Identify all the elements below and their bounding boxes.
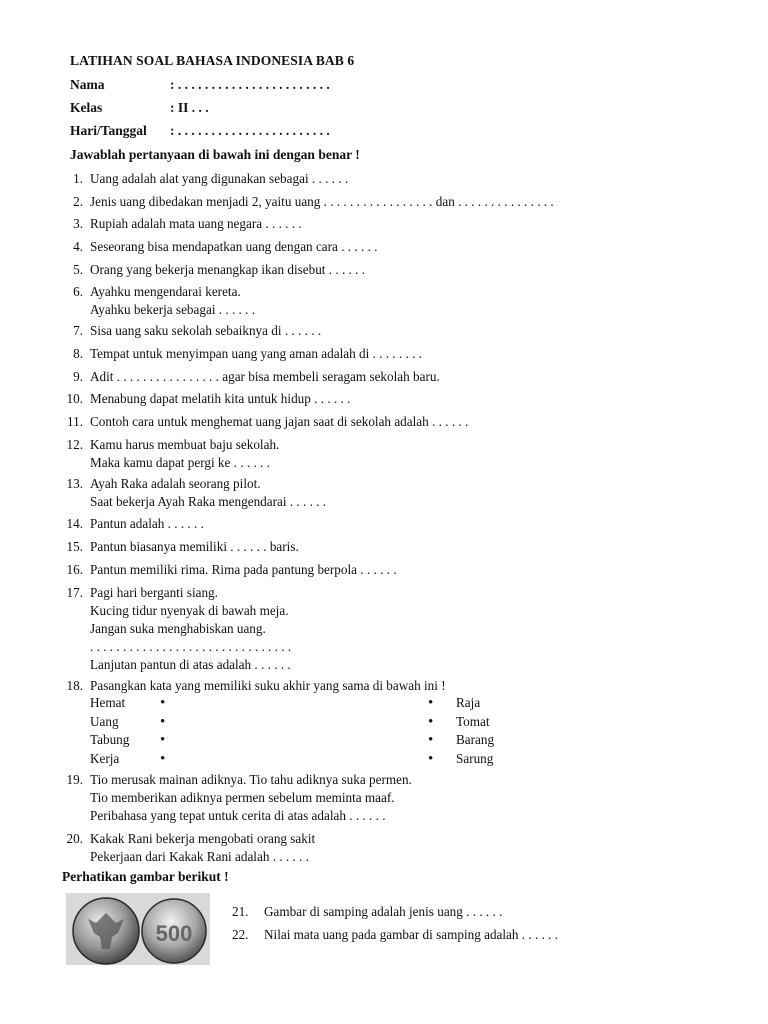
question-line: Sisa uang saku sekolah sebaiknya di . . . . . . (90, 323, 322, 338)
matching-row (90, 750, 520, 769)
matching-bullet[interactable]: • (428, 713, 434, 730)
identity-value: : . . . . . . . . . . . . . . . . . . . . . . . (170, 123, 330, 138)
question-text: Nilai mata uang pada gambar di samping adalah . . . . . . (264, 927, 559, 942)
matching-row (90, 713, 520, 732)
question-body (90, 538, 299, 556)
question-line: Uang adalah alat yang digunakan sebagai . . . . . . (90, 171, 349, 186)
question-number: 22. (232, 927, 249, 942)
question-line: Contoh cara untuk menghemat uang jajan saat di sekolah adalah . . . . . . (90, 414, 469, 429)
identity-kelas (70, 100, 209, 116)
coins-photo (66, 893, 210, 965)
question-line: Pasangkan kata yang memiliki suku akhir yang sama di bawah ini ! (90, 678, 446, 693)
question-body (90, 261, 365, 279)
question-number: 8. (73, 346, 83, 361)
identity-value: : . . . . . . . . . . . . . . . . . . . . . . . (170, 77, 330, 92)
identity-nama (70, 77, 330, 93)
question-number: 19. (66, 772, 83, 787)
question-line: Peribahasa yang tepat untuk cerita di atas adalah . . . . . . (90, 808, 386, 823)
question-line: Ayahku bekerja sebagai . . . . . . (90, 302, 256, 317)
question-body (90, 368, 440, 386)
question-line: Pantun biasanya memiliki . . . . . . baris. (90, 539, 299, 554)
matching-left-word: Uang (90, 713, 119, 729)
question-number: 13. (66, 476, 83, 491)
question-line: Kucing tidur nyenyak di bawah meja. (90, 603, 289, 618)
question-line: Jangan suka menghabiskan uang. (90, 621, 266, 636)
question-number: 15. (66, 539, 83, 554)
question-line: Pantun adalah . . . . . . (90, 516, 204, 531)
matching-exercise (90, 694, 520, 769)
question-body (90, 515, 204, 533)
question-body (90, 283, 255, 319)
matching-left-word: Hemat (90, 695, 126, 710)
question-number: 12. (66, 437, 83, 452)
question-body (90, 345, 422, 363)
question-number: 1. (73, 171, 83, 186)
matching-left-word: Kerja (90, 751, 120, 767)
question-line: Kamu harus membuat baju sekolah. (90, 437, 280, 452)
matching-right-word: Sarung (456, 751, 494, 767)
matching-right-word: Raja (456, 695, 481, 710)
instruction: Jawablah pertanyaan di bawah ini dengan benar ! (70, 147, 360, 162)
question-text: Gambar di samping adalah jenis uang . . . . . . (264, 904, 503, 919)
question-body (90, 830, 315, 866)
section-heading-picture: Perhatikan gambar berikut ! (62, 869, 229, 884)
question-line: Orang yang bekerja menangkap ikan disebut . . . . . . (90, 262, 366, 277)
image-question (232, 903, 502, 921)
matching-bullet[interactable]: • (160, 695, 166, 711)
question-body (90, 413, 468, 431)
question-number: 5. (73, 262, 83, 277)
identity-label: Nama (70, 77, 105, 92)
question-number: 18. (66, 678, 83, 693)
question-number: 7. (73, 323, 83, 338)
question-number: 9. (73, 369, 83, 384)
question-line: Ayah Raka adalah seorang pilot. (90, 476, 261, 491)
question-number: 3. (73, 216, 83, 231)
question-number: 17. (66, 585, 83, 600)
question-line: Menabung dapat melatih kita untuk hidup . . . . . . (90, 391, 351, 406)
identity-value: : II . . . (170, 100, 209, 115)
question-line: Maka kamu dapat pergi ke . . . . . . (90, 455, 270, 470)
question-body (90, 561, 397, 579)
matching-row (90, 694, 520, 713)
question-body (90, 771, 412, 825)
question-number: 2. (73, 194, 83, 209)
image-question (232, 926, 558, 944)
matching-bullet[interactable]: • (428, 695, 434, 711)
question-line: Jenis uang dibedakan menjadi 2, yaitu uang . . . . . . . . . . . . . . . . . dan . . . . . . . . . . . . . . . (90, 194, 554, 209)
question-number: 11. (67, 414, 83, 429)
question-number: 16. (66, 562, 83, 577)
question-line: Pantun memiliki rima. Rima pada pantung berpola . . . . . . (90, 562, 397, 577)
coin-value-text: 500 (155, 921, 193, 946)
matching-bullet[interactable]: • (428, 751, 434, 768)
question-line: Seseorang bisa mendapatkan uang dengan cara . . . . . . (90, 239, 378, 254)
question-body (90, 238, 377, 256)
question-line: Ayahku mengendarai kereta. (90, 284, 241, 299)
question-line: Pekerjaan dari Kakak Rani adalah . . . . . . (90, 849, 309, 864)
question-line: Rupiah adalah mata uang negara . . . . . . (90, 216, 302, 231)
identity-label: Kelas (70, 100, 103, 115)
question-number: 21. (232, 904, 249, 919)
question-body (90, 215, 302, 233)
identity-hari-tanggal (70, 123, 330, 139)
question-body (90, 170, 348, 188)
matching-left-word: Tabung (90, 732, 130, 748)
question-body (90, 390, 350, 408)
matching-right-word: Tomat (456, 713, 490, 729)
worksheet-title: LATIHAN SOAL BAHASA INDONESIA BAB 6 (70, 53, 355, 68)
question-line: Tio memberikan adiknya permen sebelum meminta maaf. (90, 790, 395, 805)
matching-bullet[interactable]: • (160, 751, 166, 768)
question-number: 10. (66, 391, 83, 406)
question-body (90, 193, 554, 211)
question-body (90, 322, 321, 340)
matching-bullet[interactable]: • (428, 732, 434, 749)
question-line: Saat bekerja Ayah Raka mengendarai . . . . . . (90, 494, 327, 509)
question-line: Kakak Rani bekerja mengobati orang sakit (90, 831, 316, 846)
question-body (90, 584, 291, 674)
question-body (90, 475, 326, 511)
question-number: 6. (73, 284, 83, 299)
question-line: Adit . . . . . . . . . . . . . . . . agar bisa membeli seragam sekolah baru. (90, 369, 440, 384)
question-line: Lanjutan pantun di atas adalah . . . . . . (90, 657, 291, 672)
identity-label: Hari/Tanggal (70, 123, 147, 138)
matching-row (90, 731, 520, 750)
question-line: . . . . . . . . . . . . . . . . . . . . . . . . . . . . . . . (90, 639, 292, 654)
question-number: 4. (73, 239, 83, 254)
matching-bullet[interactable]: • (160, 713, 166, 730)
question-body (90, 677, 446, 695)
matching-right-word: Barang (456, 732, 495, 748)
question-line: Tio merusak mainan adiknya. Tio tahu adiknya suka permen. (90, 772, 412, 787)
matching-bullet[interactable]: • (160, 732, 166, 749)
question-number: 14. (66, 516, 83, 531)
question-body (90, 436, 279, 472)
question-number: 20. (66, 831, 83, 846)
question-line: Pagi hari berganti siang. (90, 585, 218, 600)
question-line: Tempat untuk menyimpan uang yang aman adalah di . . . . . . . . (90, 346, 422, 361)
